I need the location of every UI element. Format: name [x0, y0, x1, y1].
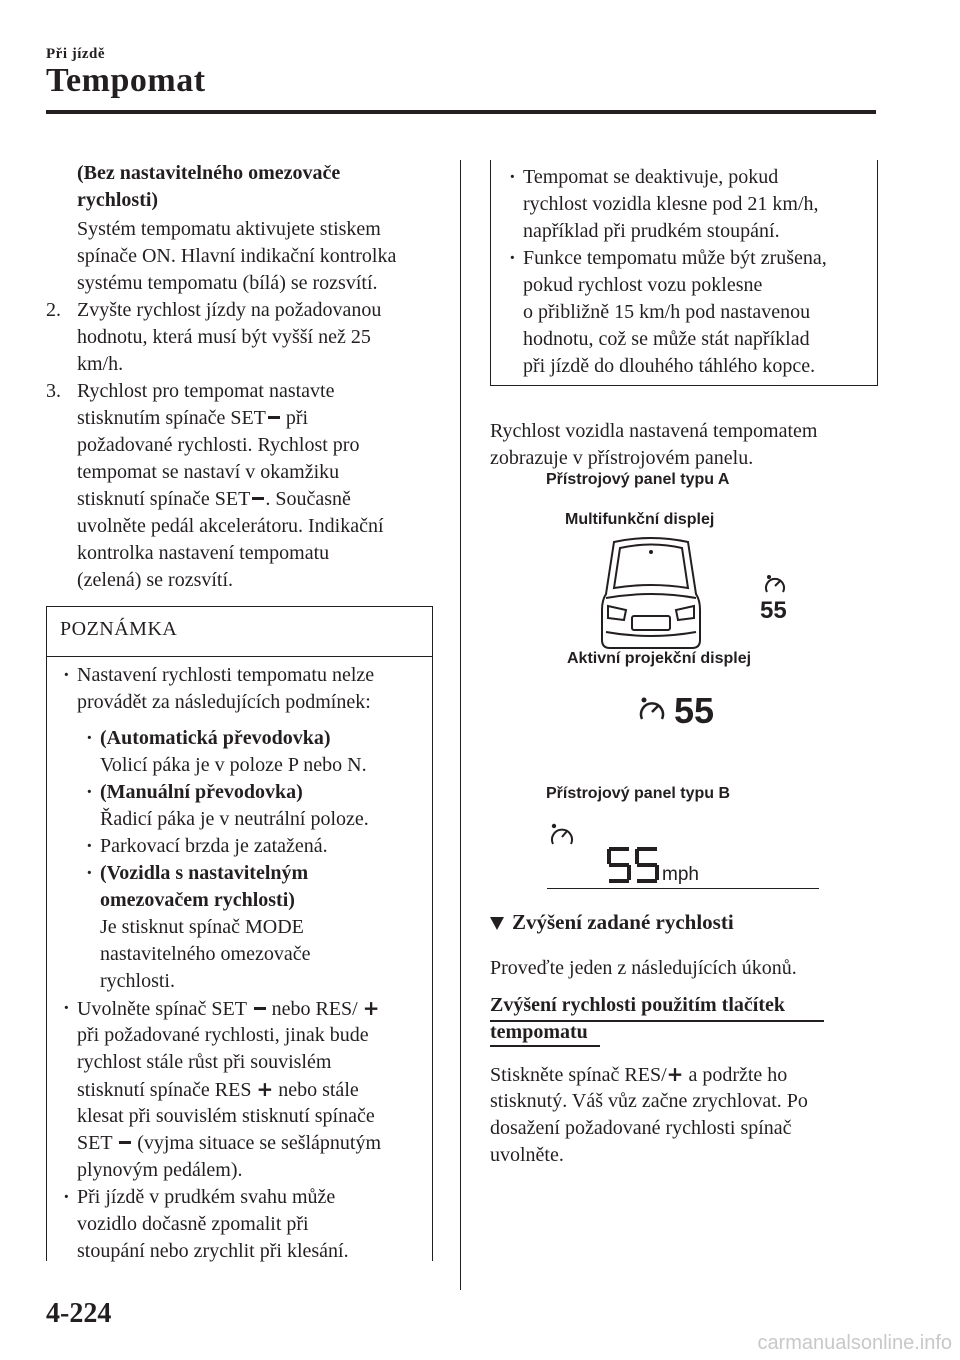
- triangle-bullet-icon: [490, 917, 504, 930]
- step3-text-line3: požadované rychlosti. Rychlost pro: [77, 434, 360, 456]
- step3-text-line7: kontrolka nastavení tempomatu: [77, 542, 330, 564]
- note-sub-4-heading-line2: omezovačem rychlosti): [100, 889, 295, 911]
- note-sub-4-heading-line1: · (Vozidla s nastavitelným: [100, 860, 308, 887]
- note2-bullet-2-line5: při jízdě do dlouhého táhlého kopce.: [523, 355, 816, 377]
- note2-bullet-2-line1: · Funkce tempomatu může být zrušena,: [523, 245, 827, 272]
- step3-l2a: stisknutím spínače SET: [77, 407, 266, 429]
- note-bullet-2-line3: rychlost stále růst při souvislém: [77, 1051, 332, 1073]
- subsection-heading: [490, 910, 734, 935]
- note-bullet-2-line5: klesat při souvislém stisknutí spínače: [77, 1105, 375, 1127]
- set-minus-icon: [268, 416, 280, 419]
- subsection-title: Zvýšení zadané rychlosti: [512, 910, 734, 934]
- note2-bullet-1-line2: rychlost vozidla klesne pod 21 km/h,: [523, 193, 819, 215]
- b2-l4b: nebo stále: [273, 1079, 359, 1101]
- step3-text-line4: tempomat se nastaví v okamžiku: [77, 461, 340, 483]
- b2-l6b: (vyjma situace se sešlápnutým: [132, 1132, 382, 1154]
- section-label: Při jízdě: [46, 46, 106, 62]
- note-sub-4-line3: rychlosti.: [100, 970, 175, 992]
- note-bullet-3-line1: · Při jízdě v prudkém svahu může: [77, 1184, 335, 1211]
- cruise-set-icon: [636, 694, 668, 726]
- underlined-heading-line2: tempomatu: [490, 1021, 588, 1043]
- figure-rule: [547, 888, 819, 889]
- note2-bullet-2-line2: pokud rychlost vozu poklesne: [523, 274, 763, 296]
- step3-text-line8: (zelená) se rozsvítí.: [77, 569, 234, 591]
- step3-l2b: při: [280, 407, 309, 429]
- header-rule: [46, 110, 876, 114]
- b2-l6a: SET: [77, 1132, 118, 1154]
- step1-text-line3: systému tempomatu (bílá) se rozsvítí.: [77, 272, 378, 294]
- note-sub-1-text: Volicí páka je v poloze P nebo N.: [100, 754, 367, 776]
- step3-text-line1: Rychlost pro tempomat nastavte: [77, 380, 335, 402]
- step2-number: 2.: [46, 299, 61, 321]
- figure-a-hud-label: Aktivní projekční displej: [567, 650, 752, 667]
- cruise-set-icon: [547, 820, 577, 850]
- intro-line1: Rychlost vozidla nastavená tempomatem: [490, 420, 818, 442]
- step2-text-line1: Zvyšte rychlost jízdy na požadovanou: [77, 299, 382, 321]
- note-bullet-2-line7: plynovým pedálem).: [77, 1159, 243, 1181]
- step2-text-line3: km/h.: [77, 353, 124, 375]
- final-text-line1: [490, 1061, 787, 1089]
- note-bullet-1-line2: provádět za následujících podmínek:: [77, 691, 371, 713]
- watermark: carmanualsonline.info: [757, 1332, 952, 1354]
- note-bullet-3-line2: vozidlo dočasně zpomalit při: [77, 1213, 309, 1235]
- set-minus-icon: [119, 1141, 131, 1144]
- note-sub-3-text: · Parkovací brzda je zatažená.: [100, 833, 328, 860]
- figure-b-title: Přístrojový panel typu B: [546, 785, 731, 802]
- final-l1b: a podržte ho: [683, 1064, 788, 1086]
- column-divider: [460, 160, 461, 1290]
- speed-unit: mph: [662, 864, 699, 885]
- note-header-rule: [46, 656, 432, 657]
- underlined-heading-line1: Zvýšení rychlosti použitím tlačítek: [490, 994, 785, 1016]
- step1-text-line1: Systém tempomatu aktivujete stiskem: [77, 218, 381, 240]
- step1-text-line2: spínače ON. Hlavní indikační kontrolka: [77, 245, 397, 267]
- step3-number: 3.: [46, 380, 61, 402]
- note-bullet-2-line2: při požadované rychlosti, jinak bude: [77, 1024, 369, 1046]
- note-sub-4-line1: Je stisknut spínač MODE: [100, 916, 304, 938]
- note-title: POZNÁMKA: [60, 618, 178, 640]
- final-text-line2: stisknutý. Váš vůz začne zrychlovat. Po: [490, 1090, 808, 1112]
- note-sub-2-heading: · (Manuální převodovka): [100, 779, 303, 806]
- multi-display-speed: 55: [760, 597, 787, 624]
- note-bullet-2-line1: [77, 995, 380, 1023]
- note2-bullet-2-line4: hodnotu, což se může stát například: [523, 328, 810, 350]
- step1-heading-line1: (Bez nastavitelného omezovače: [77, 162, 341, 184]
- step3-l5b: . Současně: [265, 488, 351, 510]
- figure-a-multi-label: Multifunkční displej: [565, 511, 715, 528]
- note2-bullet-1-line1: · Tempomat se deaktivuje, pokud: [523, 164, 778, 191]
- final-l1a: Stiskněte spínač RES/: [490, 1064, 667, 1086]
- intro-line2: zobrazuje v přístrojovém panelu.: [490, 447, 754, 469]
- page-title: Tempomat: [46, 62, 206, 99]
- hud-speed: 55: [674, 690, 715, 731]
- heading-underline-2: [490, 1045, 600, 1047]
- step3-text-line5: [77, 486, 351, 513]
- b2-l1b: nebo RES/: [266, 998, 363, 1020]
- step3-l5a: stisknutí spínače SET: [77, 488, 251, 510]
- car-rear-icon: [596, 532, 706, 652]
- step2-text-line2: hodnotu, která musí být vyšší než 25: [77, 326, 371, 348]
- step3-text-line6: uvolněte pedál akcelerátoru. Indikační: [77, 515, 384, 537]
- b2-l4a: stisknutí spínače RES: [77, 1079, 257, 1101]
- set-minus-icon: [254, 1007, 266, 1010]
- page-number: 4-224: [46, 1298, 112, 1329]
- res-plus-icon: +: [362, 996, 380, 1020]
- res-plus-icon: +: [666, 1062, 684, 1086]
- final-text-line4: uvolněte.: [490, 1144, 564, 1166]
- note-bullet-3-line3: stoupání nebo zrychlit při klesání.: [77, 1240, 349, 1262]
- step1-heading-line2: rychlosti): [77, 189, 159, 211]
- cruise-set-icon: [762, 572, 788, 598]
- segment-display-icon: [606, 846, 660, 884]
- note-bullet-1-line1: · Nastavení rychlosti tempomatu nelze: [77, 662, 374, 689]
- figure-a-title: Přístrojový panel typu A: [546, 471, 730, 488]
- set-minus-icon: [252, 497, 264, 500]
- note-bullet-2-line4: [77, 1076, 359, 1104]
- note-bullet-2-line6: [77, 1130, 381, 1157]
- b2-l1a: Uvolněte spínač SET: [77, 998, 252, 1020]
- note2-bullet-1-line3: například při prudkém stoupání.: [523, 220, 780, 242]
- note-sub-2-text: Řadicí páka je v neutrální poloze.: [100, 808, 369, 830]
- note-sub-4-line2: nastavitelného omezovače: [100, 943, 311, 965]
- note-sub-1-heading: · (Automatická převodovka): [100, 725, 331, 752]
- final-text-line3: dosažení požadované rychlosti spínač: [490, 1117, 792, 1139]
- note2-bullet-2-line3: o přibližně 15 km/h pod nastavenou: [523, 301, 811, 323]
- res-plus-icon: +: [256, 1077, 274, 1101]
- subsection-intro: Proveďte jeden z následujících úkonů.: [490, 957, 797, 979]
- step3-text-line2: [77, 405, 308, 432]
